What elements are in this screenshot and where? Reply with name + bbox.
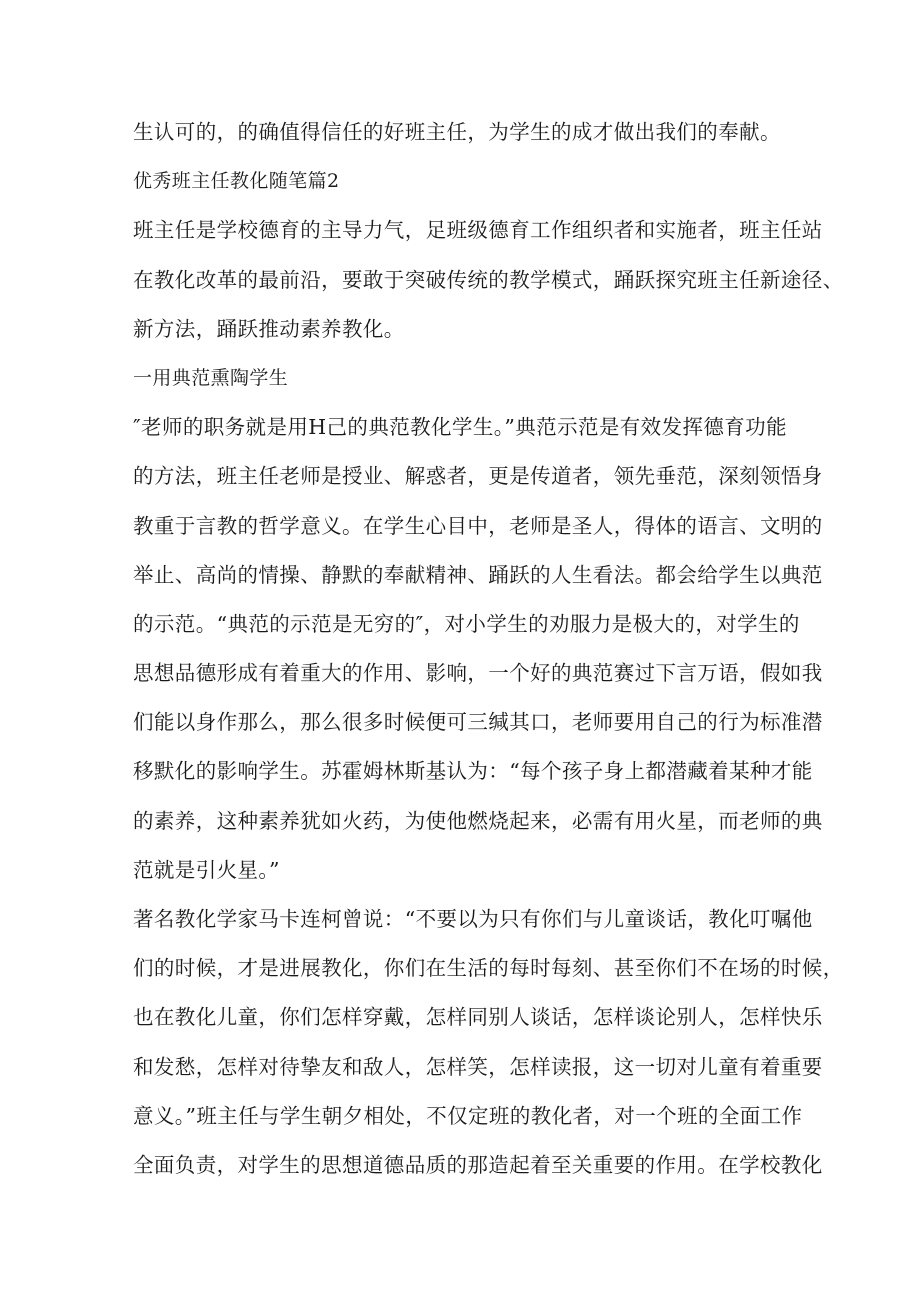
- text-line: 的方法，班主任老师是授业、解惑者，更是传道者，领先垂范，深刻领悟身: [133, 464, 823, 489]
- text-line: 的示范。“典范的示范是无穷的″，对小学生的劝服力是极大的，对学生的: [133, 611, 800, 636]
- text-line: 们的时候，才是进展教化，你们在生活的每时每刻、甚至你们不在场的时候，: [133, 956, 844, 981]
- section-heading: 优秀班主任教化随笔篇2: [133, 170, 340, 193]
- text-line: 班主任是学校德育的主导力气，足班级德育工作组织者和实施者，班主任站: [133, 218, 823, 243]
- text-line: 范就是引火星。”: [133, 857, 280, 882]
- text-line: 新方法，踊跃推动素养教化。: [133, 316, 405, 341]
- text-line: 在教化改革的最前沿，要敢于突破传统的教学模式，踊跃探究班主任新途径、: [133, 267, 844, 292]
- text-line: 著名教化学家马卡连柯曾说：“不要以为只有你们与儿童谈话，教化叮嘱他: [133, 907, 813, 931]
- text-line: 移默化的影响学生。苏霍姆林斯基认为：“每个孩子身上都潜藏着某种才能: [133, 759, 813, 784]
- text-line: 举止、高尚的情操、静默的奉献精神、踊跃的人生看法。都会给学生以典范: [133, 562, 823, 587]
- text-line: 生认可的，的确值得信任的好班主任，为学生的成才做出我们的奉献。: [133, 120, 781, 144]
- text-line: 和发愁，怎样对待挚友和敌人，怎样笑，怎样读报，这一切对儿童有着重要: [133, 1054, 823, 1079]
- text-line: 的素养，这种素养犹如火药，为使他燃烧起来，必需有用火星，而老师的典: [133, 808, 823, 833]
- text-line: 意义。”班主任与学生朝夕相处，不仅定班的教化者，对一个班的全面工作: [133, 1103, 803, 1128]
- text-line: 思想品德形成有着重大的作用、影响，一个好的典范赛过下言万语，假如我: [133, 661, 823, 686]
- text-line: 们能以身作那么，那么很多时候便可三缄其口，老师要用自己的行为标准潜: [133, 710, 823, 735]
- text-line: ″老师的职务就是用H己的典范教化学生。”典范示范是有效发挥德育功能: [133, 415, 787, 440]
- text-line: 全面负责，对学生的思想道德品质的那造起着至关重要的作用。在学校教化: [133, 1152, 823, 1177]
- document-page: [133, 108, 844, 1190]
- text-line: 教重于言教的哲学意义。在学生心目中，老师是圣人，得体的语言、文明的: [133, 513, 823, 538]
- subsection-heading: 一用典范熏陶学生: [133, 366, 289, 389]
- text-line: 也在教化儿童，你们怎样穿戴，怎样同别人谈话，怎样谈论别人，怎样快乐: [133, 1005, 823, 1030]
